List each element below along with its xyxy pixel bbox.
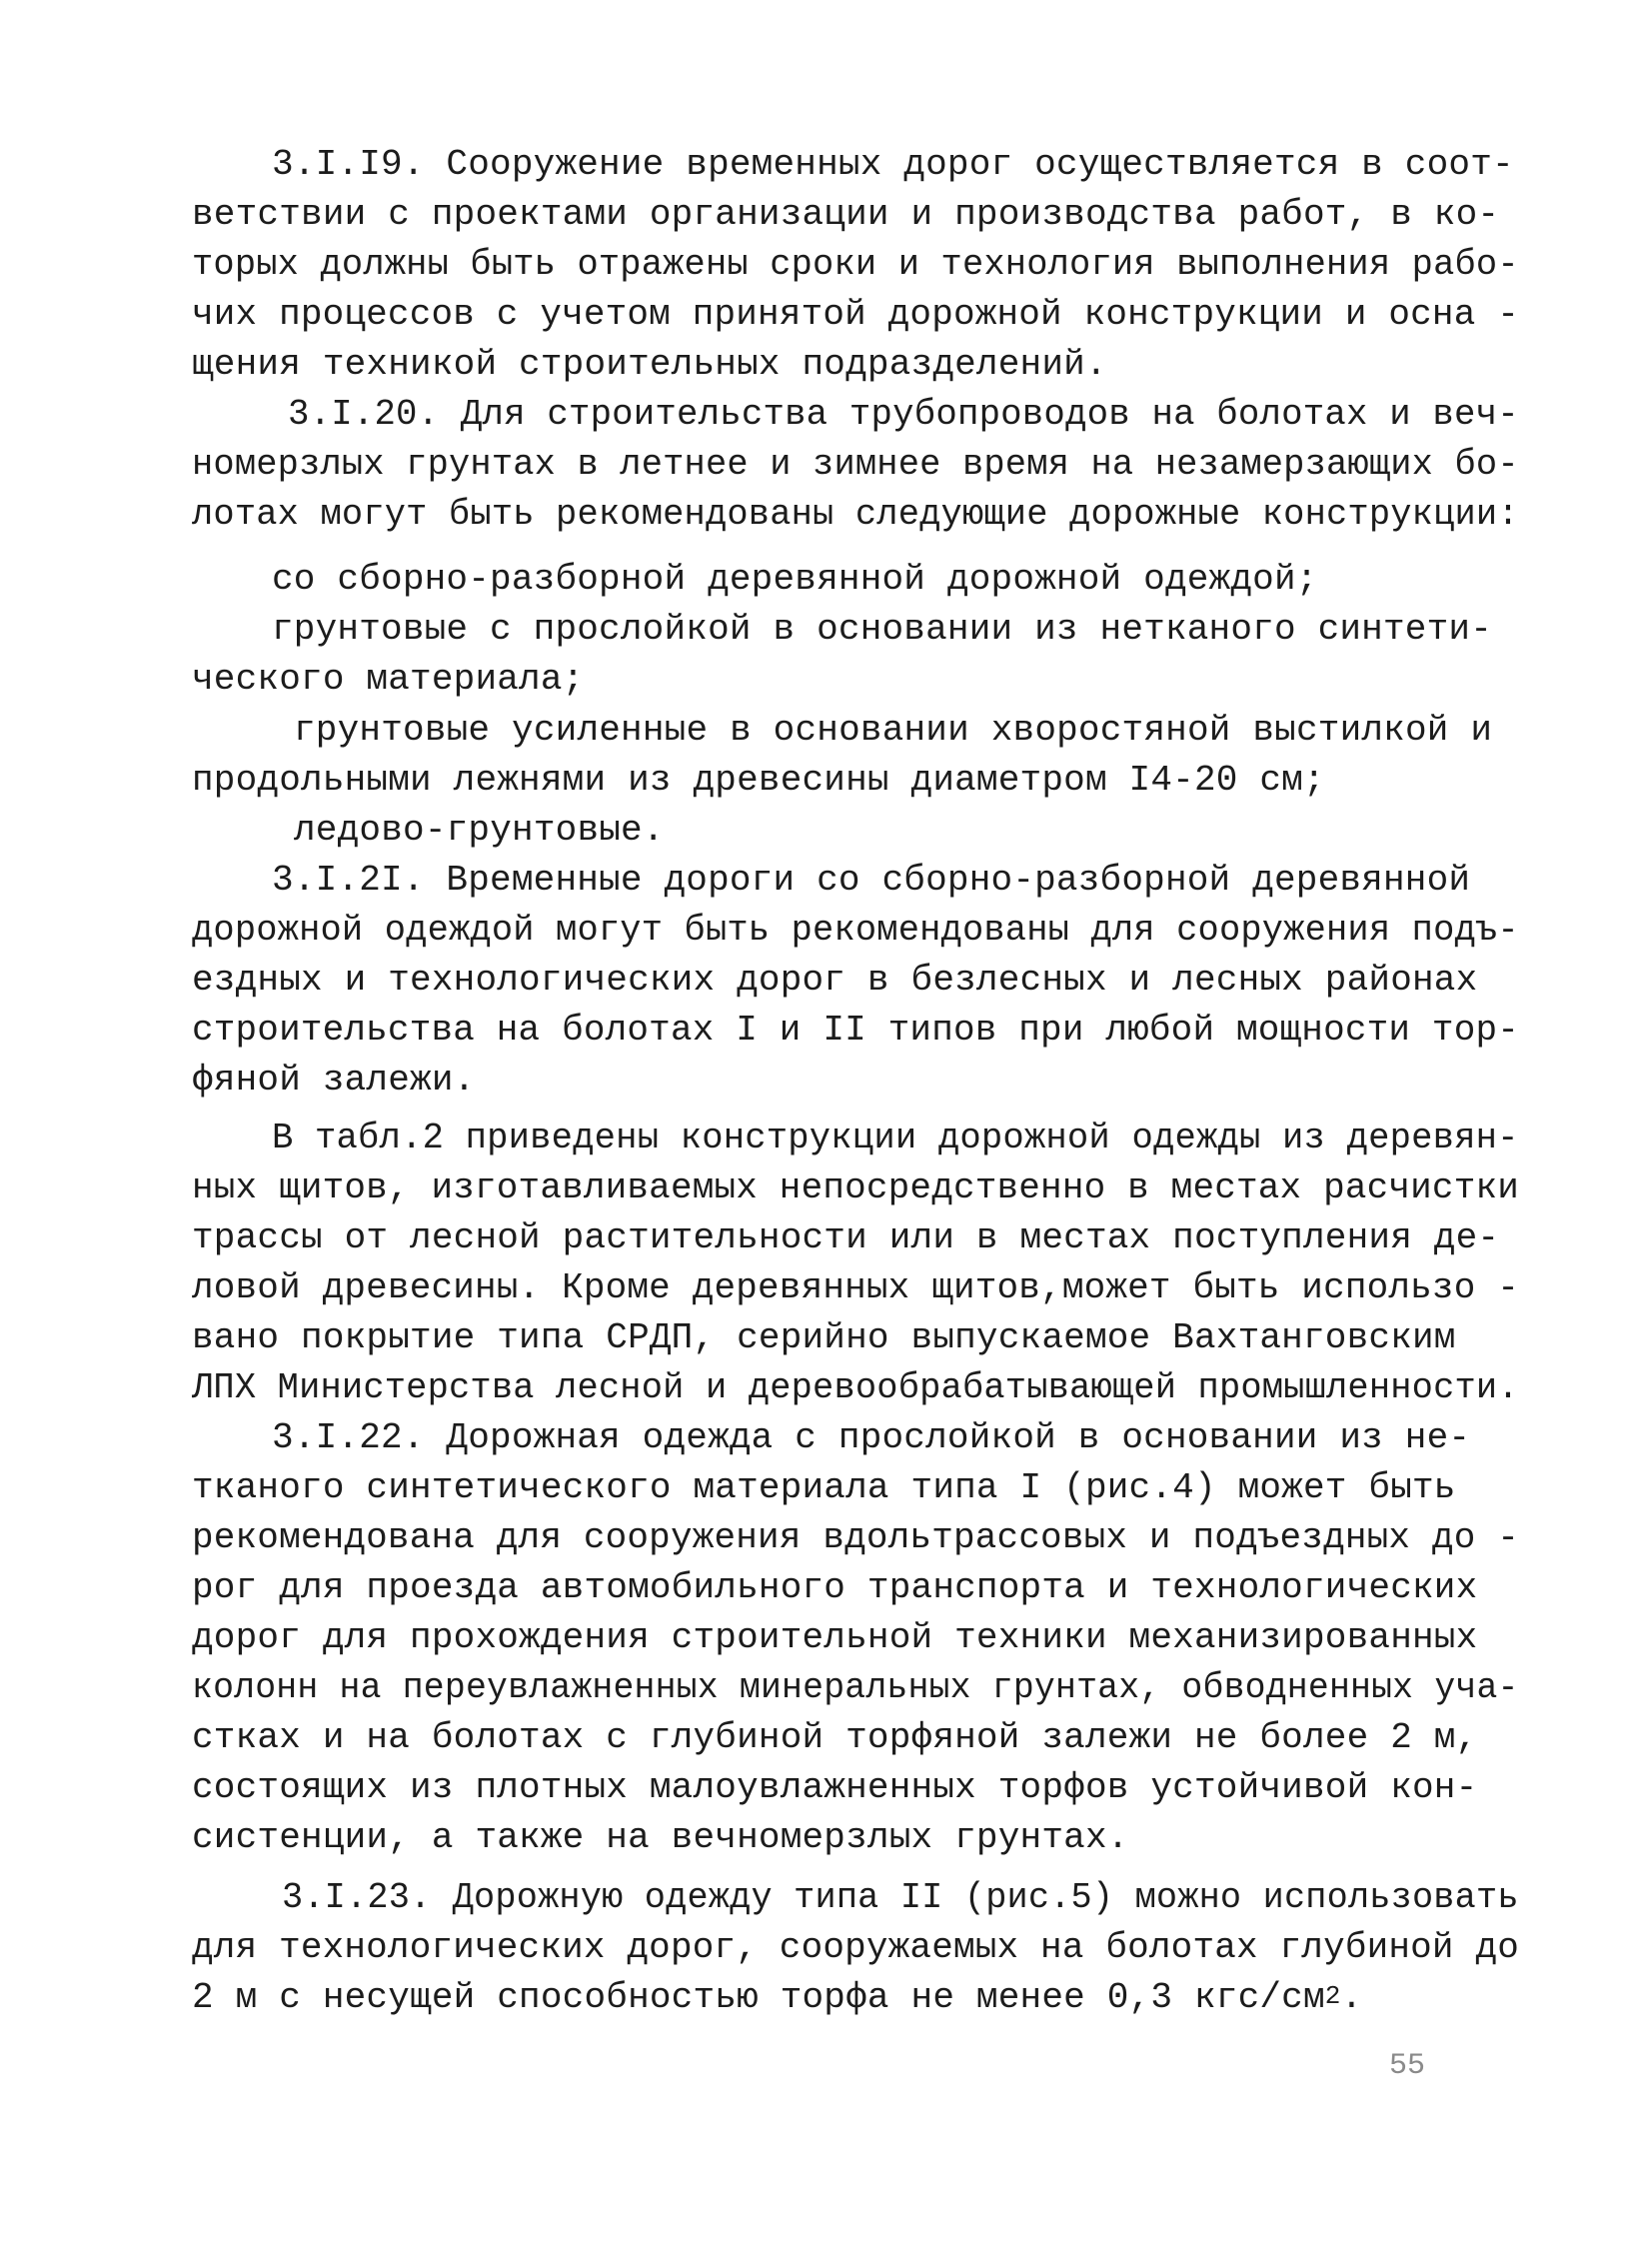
- text-line: В табл.2 приведены конструкции дорожной одежды из деревян-: [272, 1118, 1519, 1158]
- text-line: щения техникой строительных подразделений.: [192, 344, 1107, 385]
- page-number: 55: [1389, 2049, 1426, 2083]
- text-line: грунтовые усиленные в основании хворостяной выстилкой и: [294, 710, 1493, 751]
- text-line: ледово-грунтовые.: [294, 810, 665, 851]
- text-line: 3.I.20. Для строительства трубопроводов на болотах и веч-: [288, 394, 1519, 435]
- last-line-period: .: [1340, 1977, 1363, 2018]
- text-line: лотах могут быть рекомендованы следующие дорожные конструкции:: [192, 494, 1519, 535]
- text-line: ездных и технологических дорог в безлесных и лесных районах: [192, 960, 1478, 1001]
- text-line: ЛПХ Министерства лесной и деревообрабатывающей промышленности.: [192, 1367, 1519, 1408]
- text-line: ных щитов, изготавливаемых непосредственно в местах расчистки: [192, 1167, 1520, 1208]
- text-line: грунтовые с прослойкой в основании из нетканого синтети-: [272, 609, 1492, 650]
- text-line: колонн на переувлажненных минеральных грунтах, обводненных уча-: [192, 1667, 1519, 1708]
- last-line-text: 2 м с несущей способностью торфа не менее 0,3 кгс/см: [192, 1977, 1325, 2018]
- text-line: 3.I.2I. Временные дороги со сборно-разборной деревянной: [272, 860, 1471, 901]
- text-line: дорог для прохождения строительной техники механизированных: [192, 1617, 1478, 1658]
- text-line: фяной залежи.: [192, 1060, 476, 1101]
- text-line: 3.I.22. Дорожная одежда с прослойкой в основании из не-: [272, 1417, 1471, 1458]
- text-line: рекомендована для сооружения вдольтрассовых и подъездных до -: [192, 1517, 1520, 1558]
- text-line: вано покрытие типа СРДП, серийно выпускаемое Вахтанговским: [192, 1317, 1456, 1358]
- text-line: 3.I.I9. Сооружение временных дорог осуществляется в соот-: [272, 144, 1514, 185]
- text-line: продольными лежнями из древесины диаметром I4-20 см;: [192, 760, 1325, 801]
- superscript-exponent: 2: [1324, 1981, 1341, 2011]
- text-line: дорожной одеждой могут быть рекомендованы для сооружения подъ-: [192, 910, 1519, 951]
- text-line: номерзлых грунтах в летнее и зимнее время на незамерзающих бо-: [192, 444, 1519, 485]
- text-line: строительства на болотах I и II типов при любой мощности тор-: [192, 1010, 1520, 1051]
- text-line: для технологических дорог, сооружаемых на болотах глубиной до: [192, 1927, 1520, 1968]
- text-line: систенции, а также на вечномерзлых грунтах.: [192, 1817, 1129, 1858]
- text-line: ветствии с проектами организации и производства работ, в ко-: [192, 194, 1500, 235]
- text-line-last: [192, 1976, 1362, 2022]
- text-line: ческого материала;: [192, 659, 585, 700]
- text-line: трассы от лесной растительности или в местах поступления де-: [192, 1217, 1500, 1258]
- text-line: ловой древесины. Кроме деревянных щитов,может быть использо -: [192, 1267, 1520, 1308]
- text-line: чих процессов с учетом принятой дорожной конструкции и осна -: [192, 294, 1520, 335]
- text-line: 3.I.23. Дорожную одежду типа II (рис.5) можно использовать: [282, 1877, 1519, 1918]
- text-line: рог для проезда автомобильного транспорта и технологических: [192, 1567, 1478, 1608]
- text-line: тканого синтетического материала типа I (рис.4) может быть: [192, 1467, 1456, 1508]
- text-line: состоящих из плотных малоувлажненных торфов устойчивой кон-: [192, 1767, 1478, 1808]
- text-line: торых должны быть отражены сроки и технология выполнения рабо-: [192, 244, 1519, 285]
- text-line: стках и на болотах с глубиной торфяной залежи не более 2 м,: [192, 1717, 1478, 1758]
- text-line: со сборно-разборной деревянной дорожной одеждой;: [272, 559, 1318, 600]
